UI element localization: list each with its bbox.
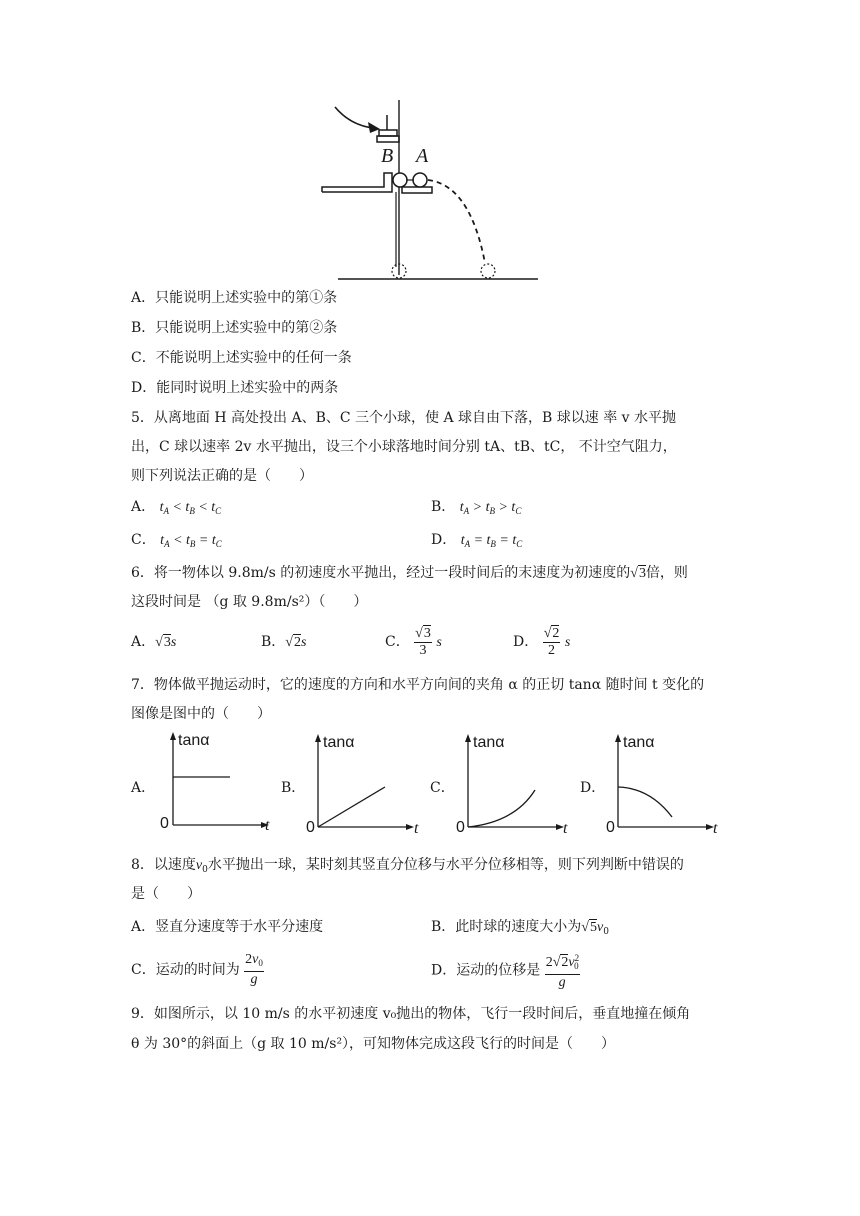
q6-option-c: C． $\frac{√3}{3}$ s [385,625,442,658]
q5-option-a: A． $t_A < t_B < t_C$ [131,499,222,516]
q6-option-c-frac: $\frac{√3}{3}$ [415,625,431,658]
q7-graph-a-origin: 0 [160,815,169,832]
q7-graph-b-origin: 0 [306,819,315,836]
q8-option-d: D．运动的位移是 $\frac{2√2v^2_0}{g}$ [431,950,580,991]
q7-graph-d-ylabel: tanα [623,734,655,751]
q7-graph-c-origin: 0 [456,819,465,836]
q8-option-c: C．运动的时间为 $\frac{2v_0}{g}$ [131,952,263,987]
q8-option-c-frac: $\frac{2v_0}{g}$ [245,952,263,987]
q7-graph-a-ylabel: tanα [178,732,210,749]
q7-graph-b [300,732,425,842]
q8-line-2: 是（ ） [131,886,201,902]
q7-graph-c [450,732,575,842]
q7-graph-a-label: A． [131,780,156,796]
q5-option-b: B． $t_A > t_B > t_C$ [431,499,522,516]
q8-option-a: A．竖直分速度等于水平分速度 [131,919,324,935]
q5-option-c: C． $t_A < t_B = t_C$ [131,532,222,549]
q5-option-c-math: $t_A < t_B = t_C$ [160,533,222,549]
q7-graph-c-xlabel: t [563,820,568,837]
q6-option-b: B．√2s [261,634,307,650]
q4-option-c: C．不能说明上述实验中的任何一条 [131,350,352,366]
q5-option-d-math: $t_A = t_B = t_C$ [460,533,523,549]
q6-option-d: D． $\frac{√2}{2}$ s [513,625,571,658]
q8-option-b: B．此时球的速度大小为$√5v_0$ [431,919,609,937]
q7-line-2: 图像是图中的（ ） [131,706,271,722]
q7-graph-b-label: B． [281,780,306,796]
q6-option-a: A．√3s [131,634,177,650]
q4-option-d: D．能同时说明上述实验中的两条 [131,380,339,396]
q7-graph-b-xlabel: t [414,820,419,837]
q7-graph-a-xlabel: t [265,817,270,834]
q4-option-a: A．只能说明上述实验中的第①条 [131,290,338,306]
q5-option-d: D． $t_A = t_B = t_C$ [431,532,523,549]
q5-option-a-math: $t_A < t_B < t_C$ [159,500,222,516]
q6-option-d-frac: $\frac{√2}{2}$ [543,625,560,658]
q6-sqrt3: √3 [630,566,646,581]
apparatus-figure [310,95,550,285]
q7-graph-d-label: D． [580,780,606,796]
q7-graph-d-origin: 0 [606,819,615,836]
q7-graph-d-xlabel: t [713,820,718,837]
q7-graph-d [600,732,725,842]
q7-line-1: 7．物体做平抛运动时，它的速度的方向和水平方向间的夹角 α 的正切 tanα 随时间 t 变化的 [131,677,705,693]
q4-option-b: B．只能说明上述实验中的第②条 [131,320,338,336]
q6-line-2: 这段时间是 （g 取 9.8m/s²）（ ） [131,594,368,610]
q5-line-3: 则下列说法正确的是（ ） [131,468,313,484]
q5-option-b-math: $t_A > t_B > t_C$ [459,500,522,516]
q5-line-1: 5．从离地面 H 高处投出 A、B、C 三个小球，使 A 球自由下落，B 球以速 率 v 水平抛 [131,410,677,426]
q5-line-2: 出，C 球以速率 2v 水平抛出，设三个小球落地时间分别 tA、tB、tC， 不计空气阻力， [131,439,677,455]
q8-option-d-frac: $\frac{2√2v^2_0}{g}$ [545,950,580,991]
q6-line-1: 6．将一物体以 9.8m/s 的初速度水平抛出，经过一段时间后的末速度为初速度的√3倍，则 [131,565,688,581]
q8-line-1: 8．以速度$v_0$水平抛出一球，某时刻其竖直分位移与水平分位移相等，则下列判断中错误的 [131,857,684,875]
q7-graph-a [155,730,280,840]
q9-line-1: 9．如图所示，以 10 m/s 的水平初速度 v₀抛出的物体，飞行一段时间后，垂直地撞在倾角 [131,1006,691,1022]
q9-line-2: θ 为 30°的斜面上（g 取 10 m/s²），可知物体完成这段飞行的时间是（ ） [131,1036,616,1052]
label-b: B [381,145,394,167]
q7-graph-b-ylabel: tanα [323,734,355,751]
label-a: A [416,145,429,167]
q7-graph-c-label: C． [430,780,455,796]
q7-graph-c-ylabel: tanα [473,734,505,751]
